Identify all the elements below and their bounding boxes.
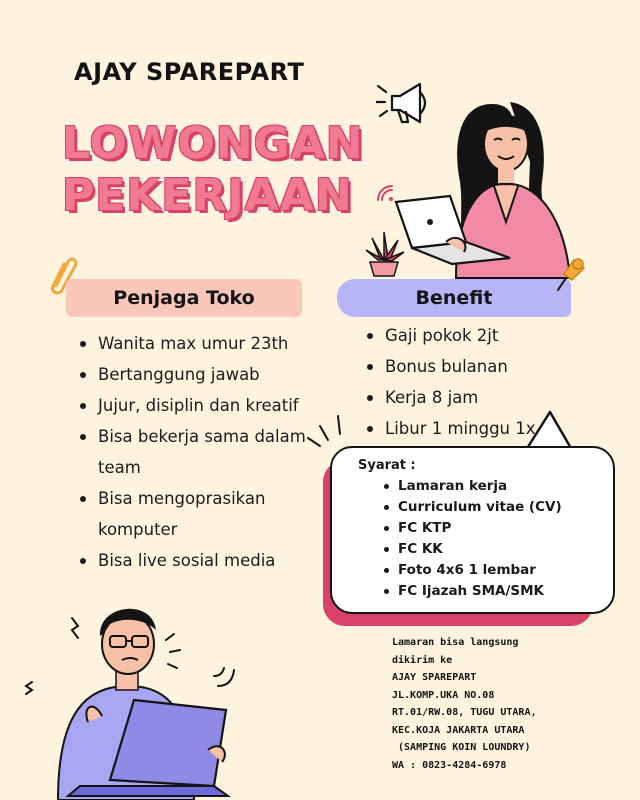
contact-line: dikirim ke xyxy=(392,654,453,666)
headline-line-1: LOWONGAN xyxy=(62,118,364,169)
list-item: Kerja 8 jam xyxy=(367,382,587,413)
list-item: FC Ijazah SMA/SMK xyxy=(384,581,597,602)
list-item: Bertanggung jawab xyxy=(80,359,325,390)
emphasis-lines-icon xyxy=(306,414,350,450)
benefit-title-pill: Benefit xyxy=(337,279,571,317)
list-item: Lamaran kerja xyxy=(384,476,597,497)
list-item: Wanita max umur 23th xyxy=(80,328,325,359)
requirements-list xyxy=(80,328,325,576)
list-item: Foto 4x6 1 lembar xyxy=(384,560,597,581)
list-item: Jujur, disiplin dan kreatif xyxy=(80,390,325,421)
list-item: Bisa live sosial media xyxy=(80,545,325,576)
brand-name: AJAY SPAREPART xyxy=(74,58,305,86)
plant-icon xyxy=(362,228,406,278)
contact-line: RT.01/RW.08, TUGU UTARA, xyxy=(392,707,537,718)
list-item: Bonus bulanan xyxy=(367,351,587,382)
contact-line: AJAY SPAREPART xyxy=(392,672,477,683)
requirements-bubble xyxy=(330,446,615,614)
contact-line: Lamaran bisa langsung xyxy=(392,637,519,648)
job-title-pill: Penjaga Toko xyxy=(66,279,302,317)
list-item: Gaji pokok 2jt xyxy=(367,320,587,351)
contact-line: (SAMPING KOIN LOUNDRY) xyxy=(392,742,531,753)
list-item: Curriculum vitae (CV) xyxy=(384,497,597,518)
wifi-icon xyxy=(374,182,396,204)
pushpin-icon xyxy=(556,256,586,292)
syarat-title: Syarat : xyxy=(358,458,416,473)
list-item: FC KTP xyxy=(384,518,597,539)
headline-line-2: PEKERJAAN xyxy=(62,170,353,221)
list-item: FC KK xyxy=(384,539,597,560)
contact-info xyxy=(392,634,632,774)
contact-whatsapp: WA : 0823-4284-6978 xyxy=(392,759,507,771)
list-item: Libur 1 minggu 1x xyxy=(367,413,587,444)
headline xyxy=(62,118,362,222)
contact-line: JL.KOMP.UKA NO.08 xyxy=(392,689,495,701)
syarat-list xyxy=(358,476,597,602)
contact-line: KEC.KOJA JAKARTA UTARA xyxy=(392,724,525,736)
man-laptop-illustration xyxy=(18,590,268,800)
list-item: Bisa bekerja sama dalam team xyxy=(80,421,325,483)
list-item: Bisa mengoprasikan komputer xyxy=(80,483,325,545)
